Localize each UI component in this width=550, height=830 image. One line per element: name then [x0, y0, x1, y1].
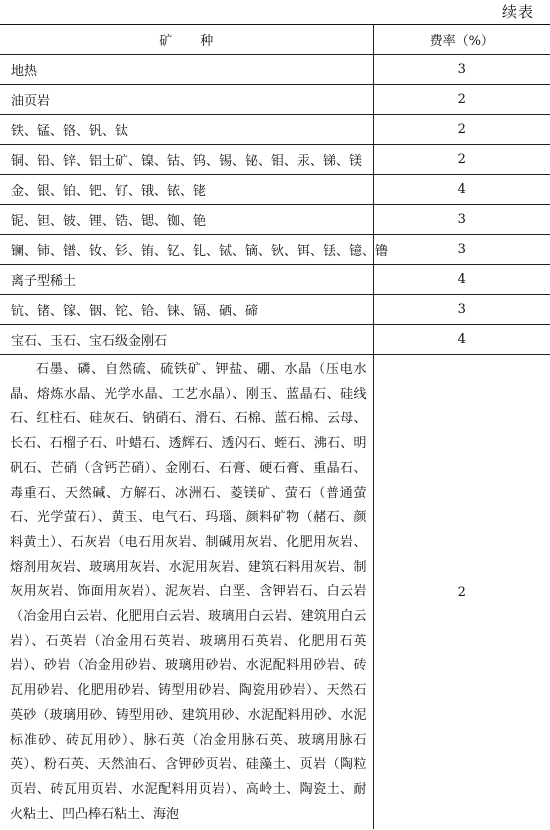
rate-value: 3: [373, 55, 550, 85]
table-row: [0, 175, 550, 205]
header-mineral-char-1: 矿: [159, 34, 173, 49]
mineral-name: 宝石、玉石、宝石级金刚石: [0, 325, 373, 355]
rate-value: 2: [373, 355, 550, 830]
table-row: [0, 85, 550, 115]
table-row: [0, 265, 550, 295]
table-row: [0, 235, 550, 265]
table-row: [0, 115, 550, 145]
table-row: [0, 145, 550, 175]
nonmetallic-mineral-list: 石墨、磷、自然硫、硫铁矿、钾盐、硼、水晶（压电水晶、熔炼水晶、光学水晶、工艺水晶）、刚玉、蓝晶石、硅线石、红柱石、硅灰石、钠硝石、滑石、石棉、蓝石棉、云母、长石、石榴子石、叶蜡石、透辉石、透闪石、蛭石、沸石、明矾石、芒硝（含钙芒硝）、金刚石、石膏、硬石膏、重晶石、毒重石、天然碱、方解石、冰洲石、菱镁矿、萤石（普通萤石、光学萤石）、黄玉、电气石、玛瑙、颜料矿物（赭石、颜料黄土）、石灰岩（电石用灰岩、制碱用灰岩、化肥用灰岩、熔剂用灰岩、玻璃用灰岩、水泥用灰岩、建筑石料用灰岩、制灰用灰岩、饰面用灰岩）、泥灰岩、白垩、含钾岩石、白云岩（冶金用白云岩、化肥用白云岩、玻璃用白云岩、建筑用白云岩）、石英岩（冶金用石英岩、玻璃用石英岩、化肥用石英岩）、砂岩（冶金用砂岩、玻璃用砂岩、水泥配料用砂岩、砖瓦用砂岩、化肥用砂岩、铸型用砂岩、陶瓷用砂岩）、天然石英砂（玻璃用砂、铸型用砂、建筑用砂、水泥配料用砂、水泥标准砂、砖瓦用砂）、脉石英（冶金用脉石英、玻璃用脉石英）、粉石英、天然油石、含钾砂页岩、硅藻土、页岩（陶粒页岩、砖瓦用页岩、水泥配料用页岩）、高岭土、陶瓷土、耐火粘土、凹凸棒石粘土、海泡: [0, 355, 373, 830]
header-rate: 费率（%）: [373, 25, 550, 55]
table-header-row: [0, 25, 550, 55]
header-mineral-type: [0, 25, 373, 55]
mineral-name: 钪、锗、镓、铟、铊、铪、铼、镉、硒、碲: [0, 295, 373, 325]
header-mineral-char-2: 种: [200, 34, 214, 49]
rate-value: 3: [373, 205, 550, 235]
table-row: [0, 295, 550, 325]
rate-value: 3: [373, 235, 550, 265]
rate-value: 2: [373, 145, 550, 175]
rate-value: 4: [373, 265, 550, 295]
rate-value: 4: [373, 325, 550, 355]
rate-value: 4: [373, 175, 550, 205]
rate-value: 2: [373, 85, 550, 115]
mineral-name: 油页岩: [0, 85, 373, 115]
mineral-rate-table: [0, 24, 550, 829]
mineral-name: 铁、锰、铬、钒、钛: [0, 115, 373, 145]
rate-value: 3: [373, 295, 550, 325]
mineral-name: 金、银、铂、钯、钌、锇、铱、铑: [0, 175, 373, 205]
table-row: [0, 325, 550, 355]
mineral-name: 铌、钽、铍、锂、锆、锶、铷、铯: [0, 205, 373, 235]
mineral-name: 镧、铈、镨、钕、钐、铕、钇、钆、铽、镝、钬、铒、铥、镱、镥: [0, 235, 373, 265]
rate-value: 2: [373, 115, 550, 145]
table-row: [0, 55, 550, 85]
continued-label: 续表: [501, 3, 534, 21]
mineral-name: 地热: [0, 55, 373, 85]
mineral-name: 离子型稀土: [0, 265, 373, 295]
table-row-nonmetallic: [0, 355, 550, 830]
mineral-name: 铜、铅、锌、铝土矿、镍、钴、钨、锡、铋、钼、汞、锑、镁: [0, 145, 373, 175]
table-row: [0, 205, 550, 235]
